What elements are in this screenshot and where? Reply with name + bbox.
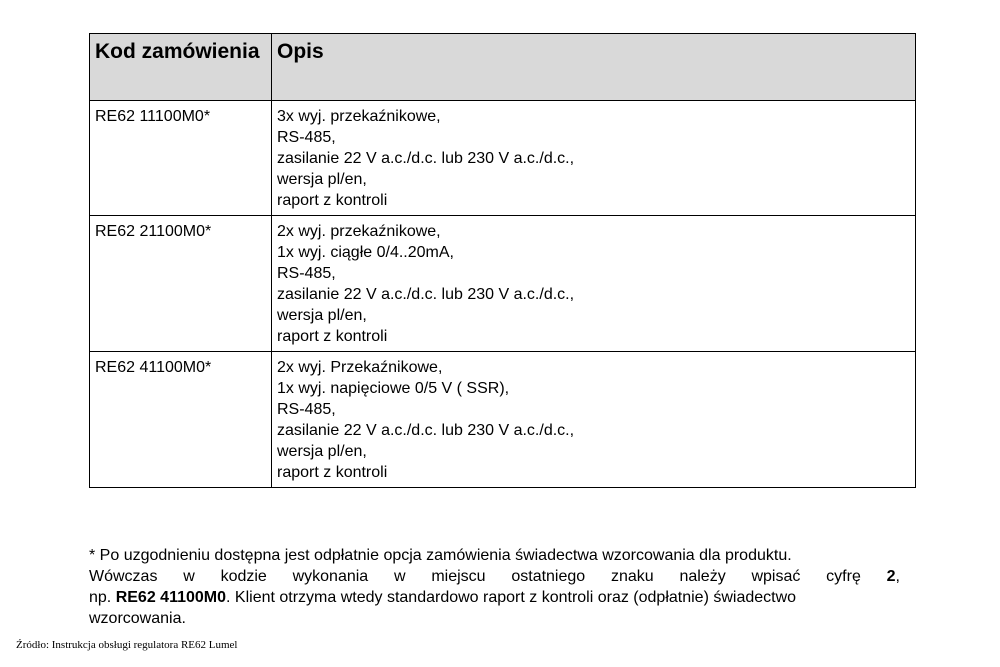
footnote-text: . Klient otrzyma wtedy standardowo raport z kontroli oraz (odpłatnie) świadectwo xyxy=(226,589,797,606)
description-line: wersja pl/en, xyxy=(277,171,367,188)
header-description: Opis xyxy=(272,34,916,101)
description-cell xyxy=(272,216,916,352)
description-line: raport z kontroli xyxy=(277,192,388,209)
order-codes-table xyxy=(89,33,916,488)
footnote-punct: , xyxy=(895,568,900,585)
description-line: 3x wyj. przekaźnikowe, xyxy=(277,108,441,125)
description-line: 2x wyj. Przekaźnikowe, xyxy=(277,359,443,376)
description-line: raport z kontroli xyxy=(277,464,388,481)
description-line: wersja pl/en, xyxy=(277,307,367,324)
description-line: raport z kontroli xyxy=(277,328,388,345)
footnote xyxy=(89,545,900,629)
order-code-cell: RE62 21100M0* xyxy=(90,216,272,352)
header-order-code: Kod zamówienia xyxy=(90,34,272,101)
description-line: RS-485, xyxy=(277,129,336,146)
footnote-prefix: np. xyxy=(89,589,112,606)
footnote-digit: 2 xyxy=(886,568,896,585)
footnote-line-2 xyxy=(89,566,900,587)
source-caption: Źródło: Instrukcja obsługi regulatora RE62 Lumel xyxy=(16,639,238,651)
footnote-text: Wówczas w kodzie wykonania w miejscu ostatniego znaku należy wpisać cyfrę xyxy=(89,568,861,585)
description-line: zasilanie 22 V a.c./d.c. lub 230 V a.c./d.c., xyxy=(277,286,575,303)
description-line: 1x wyj. napięciowe 0/5 V ( SSR), xyxy=(277,380,510,397)
description-line: zasilanie 22 V a.c./d.c. lub 230 V a.c./d.c., xyxy=(277,150,575,167)
description-line: wersja pl/en, xyxy=(277,443,367,460)
table-row xyxy=(90,101,916,216)
description-line: 2x wyj. przekaźnikowe, xyxy=(277,223,441,240)
description-line: RS-485, xyxy=(277,265,336,282)
description-line: RS-485, xyxy=(277,401,336,418)
table-row xyxy=(90,216,916,352)
order-code-cell: RE62 11100M0* xyxy=(90,101,272,216)
description-cell xyxy=(272,101,916,216)
footnote-line-3 xyxy=(89,587,900,608)
description-line: 1x wyj. ciągłe 0/4..20mA, xyxy=(277,244,454,261)
footnote-line-1: * Po uzgodnieniu dostępna jest odpłatnie opcja zamówienia świadectwa wzorcowania dla produktu. xyxy=(89,547,792,564)
description-cell xyxy=(272,352,916,488)
description-line: zasilanie 22 V a.c./d.c. lub 230 V a.c./d.c., xyxy=(277,422,575,439)
footnote-line-4: wzorcowania. xyxy=(89,610,186,627)
footnote-example-code: RE62 41100M0 xyxy=(115,589,227,606)
table-row xyxy=(90,352,916,488)
table-header-row xyxy=(90,34,916,101)
order-code-cell: RE62 41100M0* xyxy=(90,352,272,488)
